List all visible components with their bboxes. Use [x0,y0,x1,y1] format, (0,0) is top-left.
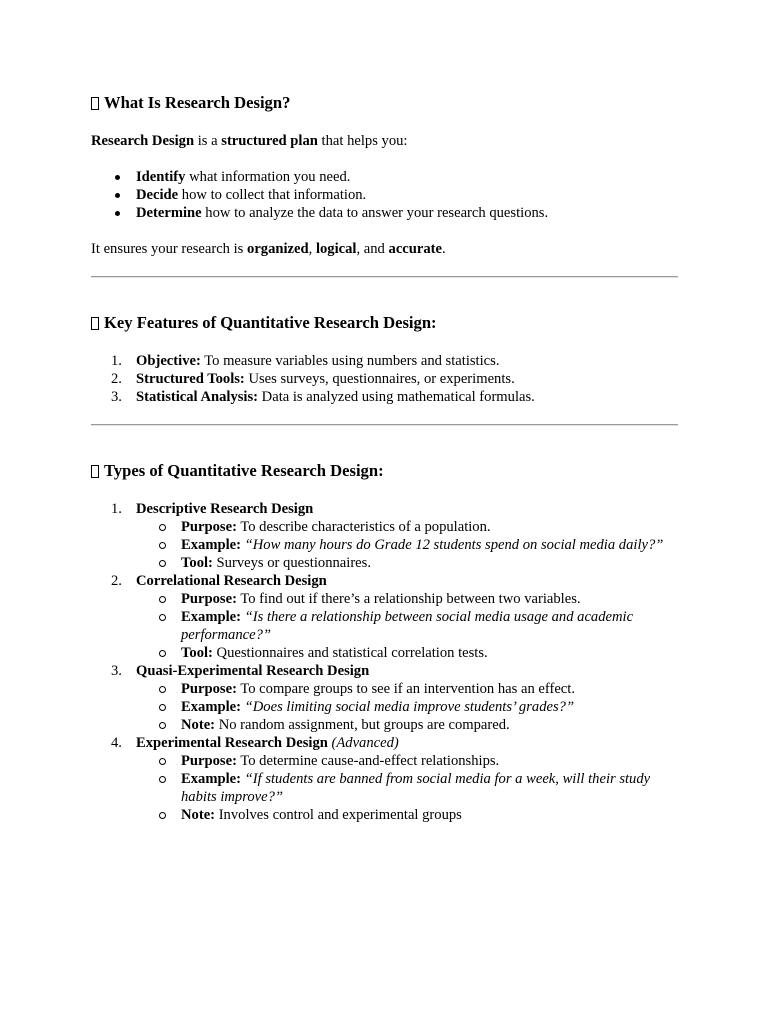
list-item: 3. Quasi-Experimental Research Design Purpose: To compare groups to see if an intervention has an effect. Example: “Does limiting social media improve students’ grades?” Note: No random assignment, but groups are compared. [91,662,678,734]
section-title: What Is Research Design? [104,93,291,112]
list-item: 1. Descriptive Research Design Purpose: To describe characteristics of a population. Example: “How many hours do Grade 12 students spend on social media daily?” Tool: Surveys or questionnaires. [91,500,678,572]
sub-list-item: Example: “How many hours do Grade 12 students spend on social media daily?” [136,536,678,554]
circle-bullet-icon [159,722,166,729]
circle-bullet-icon [159,614,166,621]
section-heading [91,312,678,334]
missing-glyph-icon [91,317,99,330]
sub-list-item: Note: Involves control and experimental groups [136,806,678,824]
section-title: Types of Quantitative Research Design: [104,461,384,480]
sub-list [136,590,678,662]
circle-bullet-icon [159,758,166,765]
list-item: 3. Statistical Analysis: Data is analyzed using mathematical formulas. [111,389,535,405]
section-heading [91,92,678,114]
section-heading [91,460,678,482]
horizontal-divider [91,276,678,278]
term-structured-plan: structured plan [221,133,318,149]
sub-list-item: Tool: Questionnaires and statistical correlation tests. [136,644,678,662]
sub-list-item: Example: “If students are banned from social media for a week, will their study habits improve?” [136,770,678,806]
sub-list [136,518,678,572]
sub-list [136,680,678,734]
sub-list [136,752,678,824]
missing-glyph-icon [91,97,99,110]
horizontal-divider [91,424,678,426]
circle-bullet-icon [159,560,166,567]
type-name: Experimental Research Design [136,735,328,751]
circle-bullet-icon [159,686,166,693]
list-item: Determine how to analyze the data to answer your research questions. [91,204,678,222]
circle-bullet-icon [159,524,166,531]
list-item: Identify what information you need. [91,168,678,186]
section-title: Key Features of Quantitative Research Design: [104,313,437,332]
type-name: Correlational Research Design [136,573,327,589]
circle-bullet-icon [159,704,166,711]
numbered-list [91,352,678,406]
missing-glyph-icon [91,465,99,478]
sub-list-item: Purpose: To determine cause-and-effect relationships. [136,752,678,770]
type-name: Quasi-Experimental Research Design [136,663,370,679]
sub-list-item: Note: No random assignment, but groups are compared. [136,716,678,734]
types-list [91,500,678,824]
sub-list-item: Example: “Does limiting social media improve students’ grades?” [136,698,678,716]
intro-paragraph: Research Design is a structured plan that helps you: [91,133,408,149]
closing-paragraph: It ensures your research is organized, logical, and accurate. [91,241,446,257]
sub-list-item: Tool: Surveys or questionnaires. [136,554,678,572]
sub-list-item: Purpose: To describe characteristics of a population. [136,518,678,536]
circle-bullet-icon [159,596,166,603]
circle-bullet-icon [159,776,166,783]
bullet-list [91,168,678,222]
list-item: 2. Correlational Research Design Purpose: To find out if there’s a relationship between two variables. Example: “Is there a relationship between social media usage and academic performance?” Tool: Questionnaires and statistical correlation tests. [91,572,678,662]
list-item: Decide how to collect that information. [91,186,678,204]
list-item: 1. Objective: To measure variables using numbers and statistics. [111,353,500,369]
sub-list-item: Purpose: To compare groups to see if an intervention has an effect. [136,680,678,698]
term-research-design: Research Design [91,133,195,149]
circle-bullet-icon [159,812,166,819]
type-name: Descriptive Research Design [136,501,314,517]
circle-bullet-icon [159,542,166,549]
circle-bullet-icon [159,650,166,657]
sub-list-item: Purpose: To find out if there’s a relationship between two variables. [136,590,678,608]
list-item: 2. Structured Tools: Uses surveys, questionnaires, or experiments. [111,371,515,387]
list-item: 4. Experimental Research Design (Advanced) Purpose: To determine cause-and-effect relationships. Example: “If students are banned from social media for a week, will their study habits improve?” Note: Involves control and experimental groups [91,734,678,824]
sub-list-item: Example: “Is there a relationship between social media usage and academic performance?” [136,608,678,644]
